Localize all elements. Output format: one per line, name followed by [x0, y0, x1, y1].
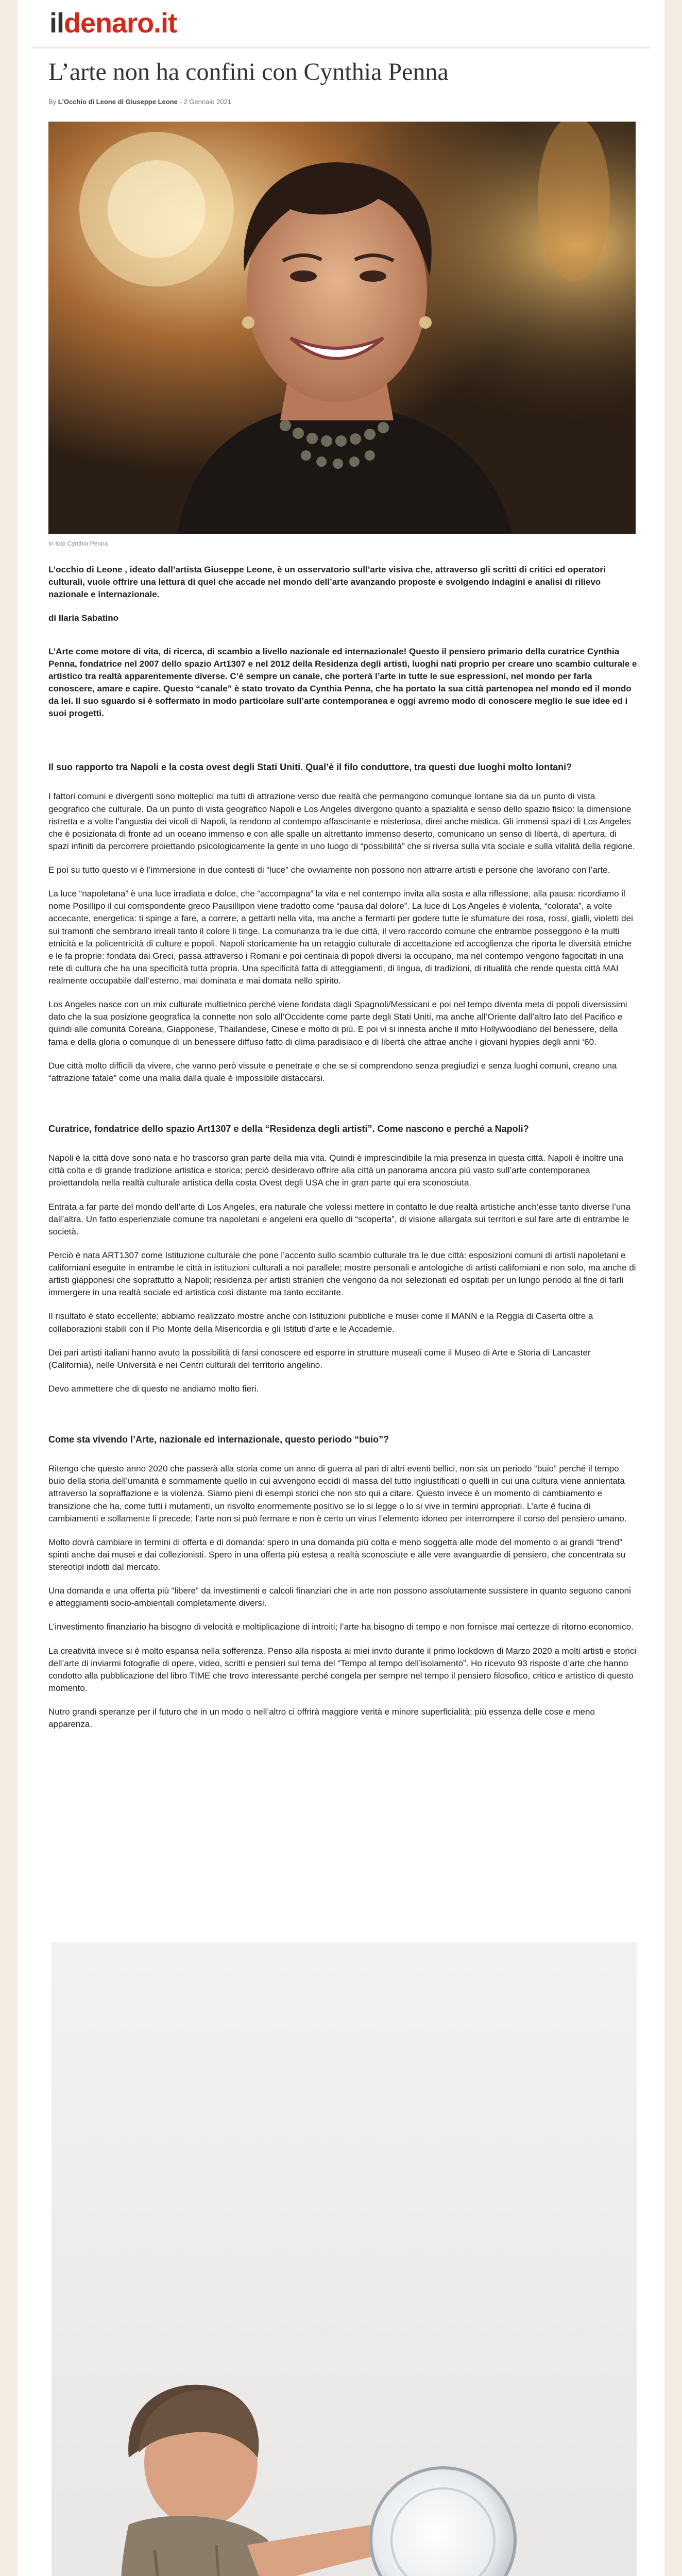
- section-paragraph: Ritengo che questo anno 2020 che passerà alla storia come un anno di guerra al pari di altri eventi bellici, non sia un periodo “buio” perché il tempo buio della storia dell’umanità è sommamente quello in cui avvengono eccidi di massa del tutto ingiustificati o quelli in cui una cultura viene annientata attraverso la sopraffazione e la violenza. Siamo pieni di esempi storici che non sto qui a citare. Questo invece è un momento di cambiamento e transizione che ha, come tutti i mutamenti, un risvolto enormemente positivo se lo si legge o lo si vive in termini appropriati. L’arte è fucina di cambiamenti e sollamente li precede; l’arte non si può fermare e non è certo un virus l’elemento idoneo per interrompere il corso del pensiero umano.: [48, 1464, 627, 1523]
- section-paragraph: Perciò è nata ART1307 come Istituzione culturale che pone l’accento sullo scambio culturale tra le due città: esposizioni comuni di artisti napoletani e californiani eseguite in entrambe le città in istituzioni culturali a noi parallele; mostre personali e antologiche di artisti californiani e non solo, ma anche di artisti giapponesi che soprattutto a Napoli; residenza per artisti stranieri che vengono da noi selezionati ed ospitati per un lungo periodo al fine di farli immergere in una realtà sociale ed artistica così distante ma tanto eccitante.: [48, 1250, 636, 1298]
- logo-part-denaro: denaro.it: [64, 8, 177, 39]
- section-paragraph: Los Angeles nasce con un mix culturale multietnico perché viene fondata dagli Spagnoli/Messicani e poi nel tempo diventa meta di popoli diversissimi dato che la sua posizione geografica la connette non solo all’Occidente come parte degli Stati Uniti, ma anche all’Oriente dall’altro lato del Pacifico e quindi alle comunità Coreana, Giapponese, Thailandese, Cinese e molto di più. E poi vi si innesta anche il mito Hollywoodiano del benessere, della fama e della gloria o comunque di un benessere diffuso fatto di clima paradisiaco e di libertà che attrae anche i giovani hyppies degli anni ‘60.: [48, 999, 627, 1047]
- section-paragraph: I fattori comuni e divergenti sono molteplici ma tutti di attrazione verso due realtà che permangono comunque lontane sia da un punto di vista geografico che culturale. Da un punto di vista geografico Napoli e Los Angeles divergono quanto a spazialità e senso dello spazio fisico: la dimensione ristretta e a volte l’angustia dei vicoli di Napoli, la rendono al contempo affascinante e misteriosa, direi anche mistica. Gli immensi spazi di Los Angeles che è posizionata di fronte ad un oceano immenso e con alle spalle un altrettanto immenso deserto, comunicano un senso di libertà, di apertura, di spazi infiniti da percorrere proiettando psicologicamente la gente in uno luogo di “possibilità” che si riversa sulla vita sociale e sulla vitalità della regione.: [48, 791, 635, 851]
- section-paragraph: Il risultato è stato eccellente; abbiamo realizzato mostre anche con Istituzioni pubbliche e musei come il MANN e la Reggia di Caserta oltre a collaborazioni stabili con il Pio Monte della Misericordia e gli Istituti d’arte e le Accademie.: [48, 1311, 593, 1334]
- section-paragraph: La luce “napoletana” è una luce irradiata e dolce, che “accompagna” la vita e nel contempo invita alla sosta e alla riflessione, alla pausa: ricordiamo il nome Posillipo il cui corrispondente greco Pausillipon viene tradotto come “pausa dal dolore”. La luce di Los Angeles è violenta, “colorata”, a volte accecante, energetica: ti spinge a fare, a correre, a gettarti nella vita, ma anche a fermarti per godere tutte le sfumature dei rosa, rossi, gialli, violetti dei sui tramonti che sembrano irreali tanto il colore li tinge. La comunanza tra le due città, il vero raccordo comune che entrambe posseggono è la multi etnicità e la policentricità di culture e popoli. Napoli storicamente ha un retaggio culturale di accettazione ed accoglienza che riporta le diversità etniche e le fa proprie: fondata dai Greci, passa attraverso i Romani e poi centinaia di popoli diversi la occupano, ma nel contempo vengono fagocitati in una rete di cultura che ha una specificità tutta propria. Una specificità fatta di atteggiamenti, di lingua, di tradizioni, di ritualità che rende questa città MAI realmente occupabile dall’esterno, mai dominata e mai domata nello spirito.: [48, 889, 633, 986]
- article-body: [48, 564, 638, 1742]
- byline-author[interactable]: L'Occhio di Leone di Giuseppe Leone: [58, 98, 178, 106]
- byline-separator: -: [179, 98, 182, 106]
- section-paragraph: Nutro grandi speranze per il futuro che in un modo o nell’altro ci offrirà maggiore verità e minore superficialità; più essenza delle cose e meno apparenza.: [48, 1707, 595, 1730]
- section-paragraph: Devo ammettere che di questo ne andiamo molto fieri.: [48, 1383, 259, 1394]
- section-paragraph: L’investimento finanziario ha bisogno di velocità e moltiplicazione di introiti; l’arte ha bisogno di tempo e non fornisce mai certezze di ritorno economico.: [48, 1622, 634, 1632]
- lead-paragraph: L’Arte come motore di vita, di ricerca, di scambio a livello nazionale ed internazionale! Questo il pensiero primario della curatrice Cynthia Penna, fondatrice nel 2007 dello spazio Art1307 e nel 2012 della Residenza degli artisti, luoghi nati proprio per creare uno scambio culturale e artistico tra realtà apparentemente diverse. C’è sempre un canale, che porterà l’arte in tutte le sue espressioni, nel mondo per farla conoscere, amare e capire. Questo “canale” è stato trovato da Cynthia Penna, che ha portato la sua città partenopea nel mondo ed il mondo da lei. Il suo sguardo si è soffermato in modo particolare sull’arte contemporanea e oggi avremo modo di conoscere meglio le sue idee ed i suoi progetti.: [48, 646, 637, 719]
- performance-photo: [52, 1942, 637, 2576]
- section-paragraph: La creatività invece si è molto espansa nella sofferenza. Penso alla risposta ai miei invito durante il primo lockdown di Marzo 2020 a molti artisti e storici dell’arte di inviarmi fotografie di opere, video, scritti e pensieri sul tema del “Tempo al tempo dell’isolamento”. Ho ricevuto 93 risposte d’arte che hanno condotto alla pubblicazione del libro TIME che trovo interessante perché congela per sempre nel tempo il pensiero filosofico, critico e artistico di questo momento.: [48, 1646, 637, 1693]
- section-paragraph: Due città molto difficili da vivere, che vanno però vissute e penetrate e che se si comprendono senza pregiudizi e senza luoghi comuni, creano una “attrazione fatale” come una malia dalla quale è impossibile distaccarsi.: [48, 1060, 617, 1083]
- section-paragraph: E poi su tutto questo vi è l’immersione in due contesti di “luce” che ovviamente non possono non attrarre artisti e persone che lavorano con l’arte.: [48, 865, 610, 875]
- site-logo[interactable]: [49, 7, 177, 39]
- section-paragraph: Dei pari artisti italiani hanno avuto la possibilità di farsi conoscere ed esporre in strutture museali come il Museo di Arte e Storia di Lancaster (California), nelle Università e nei Centri culturali del territorio angelino.: [48, 1347, 591, 1370]
- section-question: Il suo rapporto tra Napoli e la costa ovest degli Stati Uniti. Qual’è il filo conduttore, tra questi due luoghi molto lontani?: [48, 762, 572, 773]
- section-paragraph: Napoli è la città dove sono nata e ho trascorso gran parte della mia vita. Quindi è imprescindibile la mia presenza in questa città. Napoli è inoltre una città colta e di grande tradizione artistica e storica; perciò desideravo offrire alla città un panorama ancora più vasto sull’arte contemporanea proiettandola nella realtà culturale artistica della costa Ovest degli USA che in gran parte qui era sconosciuta.: [48, 1153, 624, 1188]
- header-divider: [32, 47, 650, 48]
- section-paragraph: Una domanda e una offerta più “libere” da investimenti e calcoli finanziari che in arte non possono assolutamente sussistere in quanto seguono canoni e atteggiamenti socio-ambientali completamente diversi.: [48, 1586, 631, 1608]
- author-signature: di Ilaria Sabatino: [48, 613, 119, 623]
- article-title: L’arte non ha confini con Cynthia Penna: [48, 58, 449, 86]
- byline-date: 2 Gennaio 2021: [183, 98, 231, 106]
- section-paragraph: Entrata a far parte del mondo dell’arte di Los Angeles, era naturale che volessi mettere in contatto le due realtà artistiche anch’esse tanto diverse l’una dall’altra. Un fatto esperienziale comune tra napoletani e angeleni era quello di “scoperta”, di visione allargata sui territori e sul fare arte di entrambe le società.: [48, 1201, 631, 1236]
- intro-paragraph: L’occhio di Leone , ideato dall’artista Giuseppe Leone, è un osservatorio sull’arte visiva che, attraverso gli scritti di critici ed operatori culturali, vuole offrire una lettura di quel che accade nel mondo dell’arte avanzando proposte e svolgendo indagini e analisi di rilievo nazionale e internazionale.: [48, 565, 606, 600]
- artist-at-wall-illustration: [52, 1942, 637, 2576]
- hero-photo: [48, 122, 636, 534]
- portrait-illustration: [48, 122, 636, 534]
- hero-caption: In foto Cynthia Penna: [48, 540, 108, 547]
- section-paragraph: Molto dovrà cambiare in termini di offerta e di domanda: spero in una domanda più colta e meno soggetta alle mode del momento o ai grandi “trend” spinti anche dai musei e dai collezionisti. Spero in una offerta più estesa a realtà sconosciute e alle vere avanguardie di pensiero, che concentrata su stereotipi indotti dal mercato.: [48, 1537, 626, 1572]
- section-question: Come sta vivendo l’Arte, nazionale ed internazionale, questo periodo “buio”?: [48, 1434, 389, 1445]
- section-question: Curatrice, fondatrice dello spazio Art1307 e della “Residenza degli artisti”. Come nascono e perché a Napoli?: [48, 1123, 529, 1134]
- page: [18, 0, 664, 2576]
- byline-prefix: By: [48, 98, 57, 106]
- article-byline: [48, 98, 231, 106]
- logo-part-il: il: [49, 8, 64, 39]
